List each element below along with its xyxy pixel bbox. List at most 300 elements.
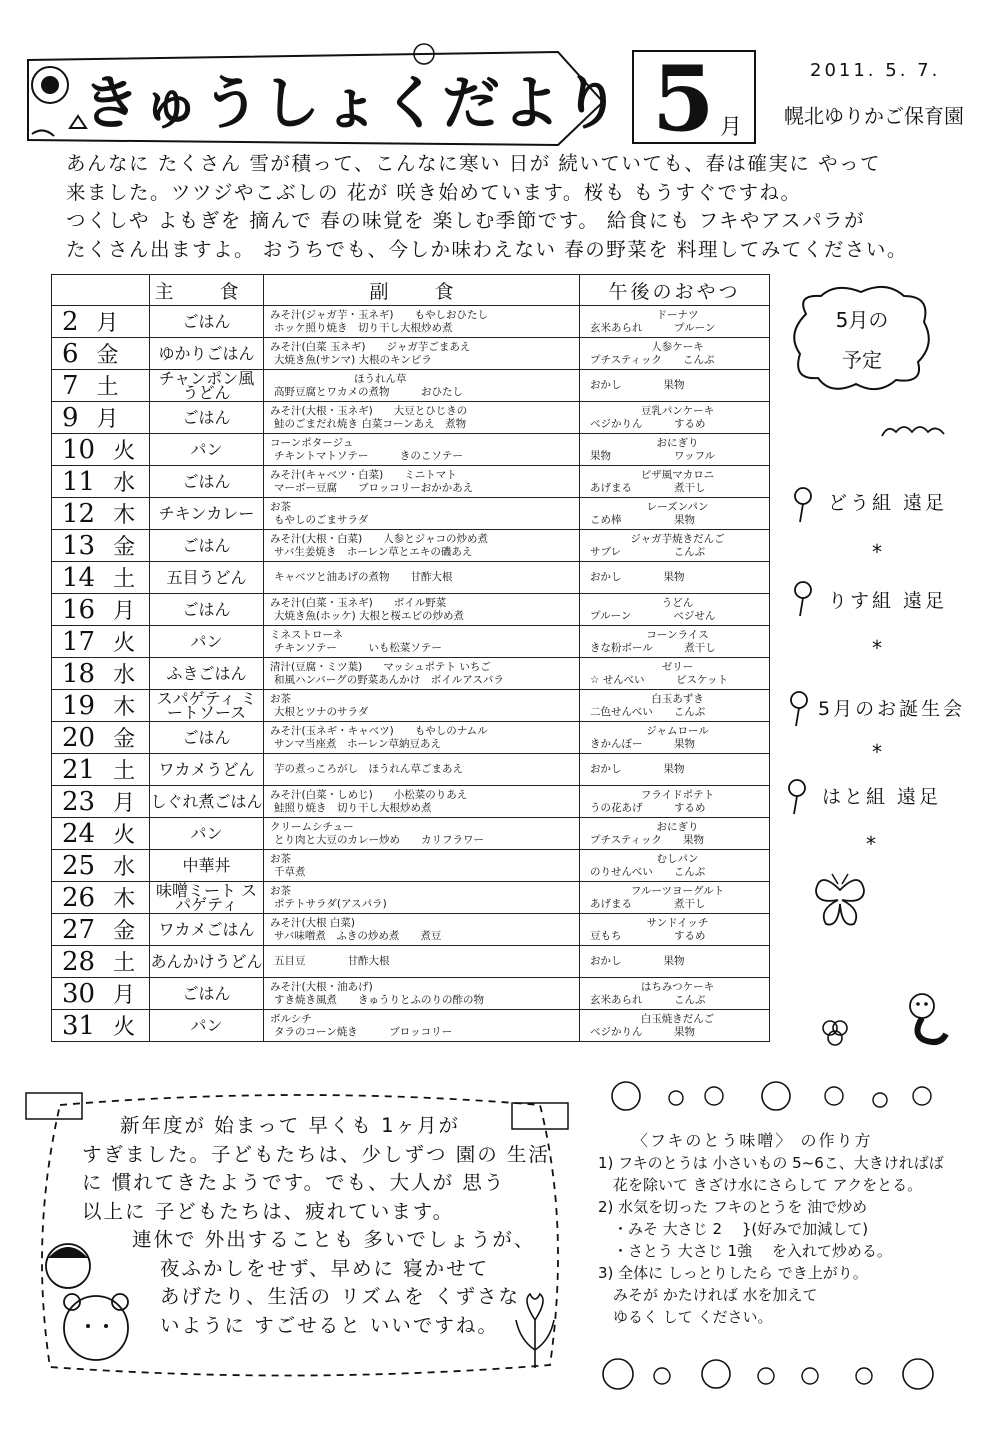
cell-date [52,306,150,338]
cell-main-dish: チキンカレー [150,498,264,530]
side-line: ミネストローネ [270,629,343,641]
day-number: 9 [62,403,79,433]
side-line: サンマ当座煮 ホーレン草納豆あえ [274,737,442,750]
cell-main-dish: あんかけうどん [150,946,264,978]
cell-main-dish: ワカメごはん [150,914,264,946]
cell-date [52,786,150,818]
snack-line: おにぎり [656,821,699,833]
snack-line: あげまる 煮干し [590,897,706,910]
snack-line: サブレ こんぶ [590,545,706,558]
cell-snack [580,306,770,338]
menu-table [51,274,770,1042]
table-row [52,946,770,978]
weekday: 火 [113,631,136,656]
side-line: みそ汁(玉ネギ・キャベツ) もやしのナムル [270,725,488,737]
snack-line: レーズンパン [646,501,709,513]
cell-main-dish: パン [150,1010,264,1042]
month-number: 5 [652,46,715,152]
recipe-line: ・さとう 大さじ 1強 を入れて炒める。 [598,1242,892,1260]
schedule-title-line: 予定 [842,348,882,372]
message-line: 夜ふかしをせず、早めに 寝かせて [160,1256,490,1280]
day-number: 27 [62,915,96,945]
cell-snack [580,370,770,402]
cell-snack [580,914,770,946]
intro-line: 来ました。ツツジやこぶしの 花が 咲き始めています。桜も もうすぐですね。 [66,180,802,204]
cell-side-dish [264,594,580,626]
table-row [52,306,770,338]
weekday: 金 [96,343,119,368]
cell-side-dish [264,306,580,338]
cell-side-dish [264,626,580,658]
cell-date [52,402,150,434]
cell-main-dish: ごはん [150,402,264,434]
cell-snack [580,338,770,370]
snack-line: あげまる 煮干し [590,481,706,494]
snack-line: おかし 果物 [590,571,685,584]
side-line: サバ味噌煮 ふきの炒め煮 煮豆 [274,929,442,942]
cell-date [52,978,150,1010]
recipe-line: ・みそ 大さじ 2 }(好みで加減して) [598,1220,869,1238]
table-row [52,562,770,594]
snack-line: コーンライス [646,629,709,641]
side-line: 大焼き魚(サンマ) 大根のキンピラ [274,353,432,366]
intro-line: つくしや よもぎを 摘んで 春の味覚を 楽しむ季節です。 給食にも フキやアスパラが [66,209,866,232]
table-row [52,594,770,626]
side-line: 和風ハンバーグの野菜あんかけ ボイルアスパラ [274,673,504,686]
cell-date [52,850,150,882]
cell-side-dish [264,722,580,754]
iris-flower-icon [510,1290,560,1370]
snack-line: うの花あげ するめ [590,801,706,814]
side-line: 鮭照り焼き 切り干し大根炒め煮 [274,801,432,814]
side-line: チキントマトソテー きのこソテー [274,449,463,462]
side-line: 清汁(豆腐・ミツ葉) マッシュポテト いちご [270,661,491,673]
cell-date [52,1010,150,1042]
day-number: 14 [62,563,96,593]
side-line: マーボー豆腐 ブロッコリーおかかあえ [274,481,474,494]
cell-snack [580,1010,770,1042]
cell-date [52,914,150,946]
cell-snack [580,722,770,754]
issue-date: 2011. 5. 7. [810,60,941,81]
side-line: キャベツと油あげの煮物 甘酢大根 [274,571,453,584]
snack-line: プチスティック 果物 [590,833,705,846]
table-row [52,466,770,498]
snack-line: プチスティック こんぶ [590,353,715,366]
snack-line: おにぎり [656,437,699,449]
cell-snack [580,658,770,690]
cell-date [52,530,150,562]
cloud-doodle-icon [878,420,948,440]
table-row [52,402,770,434]
snack-line: ☆ せんべい ビスケット [590,673,729,686]
schedule-title-line: 5月の [835,308,889,332]
side-line: みそ汁(ジャガ芋・玉ネギ) もやしおひたし [270,309,488,321]
school-name: 幌北ゆりかご保育園 [784,104,964,128]
clover-icon [818,1016,852,1050]
side-line: みそ汁(大根・油あげ) [270,981,373,993]
snack-line: ジャムロール [646,725,709,737]
side-line: お茶 [270,853,291,865]
snack-line: 白玉焼きだんご [640,1013,715,1025]
side-line: 大焼き魚(ホッケ) 大根と桜エビの炒め煮 [274,609,465,622]
side-line: みそ汁(大根・白菜) 人参とジャコの炒め煮 [270,533,488,545]
side-line: 高野豆腐とワカメの煮物 おひたし [274,385,463,398]
cell-main-dish: パン [150,626,264,658]
weekday: 木 [113,887,136,912]
snack-line: こめ棒 果物 [590,513,695,526]
message-line: 新年度が 始まって 早くも 1ヶ月が [120,1114,461,1137]
message-line: に 慣れてきたようです。でも、大人が 思う [82,1171,506,1194]
snack-line: ゼリー [661,661,694,673]
day-number: 30 [62,979,96,1009]
weekday: 火 [113,439,136,464]
cell-snack [580,978,770,1010]
snack-line: おかし 果物 [590,763,685,776]
cell-date [52,722,150,754]
weekday: 月 [113,791,136,816]
day-number: 24 [62,819,96,849]
cell-date [52,498,150,530]
side-line: みそ汁(白菜・玉ネギ) ボイル野菜 [270,597,447,609]
cell-side-dish [264,850,580,882]
table-row [52,722,770,754]
cell-main-dish: パン [150,434,264,466]
weekday: 月 [96,407,119,432]
table-row [52,370,770,402]
header-day [52,275,150,306]
star-icon: * [872,740,882,764]
weekday: 金 [113,535,136,560]
day-number: 17 [62,627,96,657]
side-line: お茶 [270,693,291,705]
header-snack: 午後のおやつ [580,275,770,306]
side-line: 千草煮 [274,865,306,878]
cell-date [52,626,150,658]
cell-main-dish: 味噌ミート スパゲティ [150,882,264,914]
cell-snack [580,530,770,562]
side-line: 大根とツナのサラダ [274,705,369,718]
flower-icon [790,578,816,618]
table-row [52,882,770,914]
cell-side-dish [264,690,580,722]
header-main: 主 食 [150,275,264,306]
cell-snack [580,882,770,914]
table-row [52,658,770,690]
table-row [52,818,770,850]
weekday: 土 [96,375,119,400]
snack-line: フライドポテト [640,789,715,801]
message-line: 連休で 外出することも 多いでしょうが、 [132,1228,536,1251]
recipe-line: 花を除いて きざけ水にさらして アクをとる。 [598,1176,923,1194]
cell-main-dish: ワカメうどん [150,754,264,786]
message-line: あげたり、生活の リズムを くずさな [160,1285,521,1308]
schedule-title [822,300,902,380]
side-line: 鮭のごまだれ焼き 白菜コーンあえ 煮物 [274,417,467,430]
snack-line: 二色せんべい こんぶ [590,705,706,718]
day-number: 23 [62,787,96,817]
side-line: チキンソテー いも松菜ソテー [274,641,442,654]
star-icon: * [866,832,876,856]
intro-line: あんなに たくさん 雪が積って、こんなに寒い 日が 続いていても、春は確実に やって [66,152,882,175]
cell-main-dish: チャンポン風 うどん [150,370,264,402]
snack-line: のりせんべい こんぶ [590,865,706,878]
snack-line: きな粉ボール 煮干し [590,641,716,654]
snack-line: ドーナツ [656,309,699,321]
intro-line: たくさん出ますよ。 おうちでも、今しか味わえない 春の野菜を 料理してみてください。 [66,237,908,261]
cell-snack [580,786,770,818]
star-icon: * [872,540,882,564]
snack-line: きかんぼー 果物 [590,737,695,750]
cell-main-dish: スパゲティ ミートソース [150,690,264,722]
snack-line: おかし 果物 [590,379,685,392]
cell-side-dish [264,402,580,434]
day-number: 10 [62,435,96,465]
cell-main-dish: ごはん [150,722,264,754]
table-row [52,434,770,466]
schedule-item: どう組 遠足 [828,492,948,514]
cell-date [52,754,150,786]
table-row [52,1010,770,1042]
cell-snack [580,434,770,466]
weekday: 水 [113,663,136,688]
day-number: 31 [62,1011,96,1041]
snack-line: ベジかりん するめ [590,417,706,430]
cell-side-dish [264,978,580,1010]
cell-snack [580,594,770,626]
day-number: 26 [62,883,96,913]
day-number: 18 [62,659,96,689]
weekday: 金 [113,919,136,944]
side-line: 五目豆 甘酢大根 [274,955,390,968]
cell-main-dish: ごはん [150,466,264,498]
snack-line: プルーン ベジせん [590,609,716,622]
animal-faces-border-icon [596,1352,966,1398]
cell-main-dish: 中華丼 [150,850,264,882]
table-header-row [52,275,770,306]
day-number: 28 [62,947,96,977]
message-line: いように すごせると いいですね。 [160,1313,499,1337]
weekday: 月 [113,599,136,624]
weekday: 土 [113,951,136,976]
snack-line: はちみつケーキ [640,981,715,993]
cell-snack [580,562,770,594]
cell-date [52,594,150,626]
recipe-line: ゆるく して ください。 [598,1308,773,1326]
snack-line: 白玉あずき [651,693,704,705]
side-line: お茶 [270,885,291,897]
snack-line: ジャガ芋焼きだんご [630,533,725,545]
cell-date [52,882,150,914]
side-line: コーンポタージュ [270,437,354,449]
side-line: ボルシチ [270,1013,312,1025]
page-title: きゅうしょくだより [82,69,623,137]
flower-icon [790,484,816,524]
cell-side-dish [264,466,580,498]
weekday: 土 [113,567,136,592]
side-line: 芋の煮っころがし ほうれん草ごまあえ [274,763,463,776]
side-line: みそ汁(大根 白菜) [270,917,356,929]
cell-snack [580,498,770,530]
snack-line: 果物 ワッフル [590,449,716,462]
cell-main-dish: ゆかりごはん [150,338,264,370]
cell-main-dish: ふきごはん [150,658,264,690]
weekday: 火 [113,1015,136,1040]
child-on-bear-icon [26,1236,136,1366]
schedule-item: りす組 遠足 [828,590,948,612]
weekday: 木 [113,695,136,720]
table-row [52,338,770,370]
day-number: 19 [62,691,96,721]
cell-side-dish [264,562,580,594]
recipe-line: 2) 水気を切った フキのとうを 油で炒め [598,1198,868,1216]
snack-line: うどん [661,597,694,609]
cell-side-dish [264,754,580,786]
cell-date [52,946,150,978]
weekday: 水 [113,471,136,496]
table-row [52,978,770,1010]
day-number: 13 [62,531,96,561]
cell-date [52,818,150,850]
schedule-bubble [786,284,936,394]
cell-side-dish [264,882,580,914]
cell-main-dish: ごはん [150,306,264,338]
day-number: 2 [62,307,79,337]
day-number: 6 [62,339,79,369]
day-number: 25 [62,851,96,881]
snack-line: むしパン [656,853,699,865]
cell-side-dish [264,946,580,978]
cell-side-dish [264,530,580,562]
cell-snack [580,402,770,434]
cell-snack [580,818,770,850]
side-line: みそ汁(キャベツ・白菜) ミニトマト [270,469,457,481]
snack-line: ベジかりん 果物 [590,1025,695,1038]
snack-line: おかし 果物 [590,955,685,968]
cell-snack [580,690,770,722]
cell-date [52,434,150,466]
message-line: 以上に 子どもたちは、疲れています。 [82,1199,455,1223]
table-row [52,626,770,658]
cell-main-dish: パン [150,818,264,850]
weekday: 土 [113,759,136,784]
cell-date [52,338,150,370]
weekday: 水 [113,855,136,880]
schedule-item: はと組 遠足 [822,786,942,808]
cell-date [52,658,150,690]
day-number: 12 [62,499,96,529]
table-row [52,498,770,530]
cell-side-dish [264,434,580,466]
cell-date [52,466,150,498]
day-number: 7 [62,371,79,401]
cell-side-dish [264,370,580,402]
side-line: みそ汁(白菜・しめじ) 小松菜のりあえ [270,789,468,801]
weekday: 火 [113,823,136,848]
side-line: すき焼き風煮 きゅうりとふのりの酢の物 [274,993,484,1006]
cell-snack [580,946,770,978]
cell-date [52,690,150,722]
cell-date [52,370,150,402]
recipe-line: 1) フキのとうは 小さいもの 5~6こ、大きければば [598,1154,944,1172]
table-row [52,786,770,818]
side-line: みそ汁(大根・玉ネギ) 大豆とひじきの [270,405,468,417]
snack-line: 豆乳パンケーキ [640,405,715,417]
recipe-title: 〈フキのとう味噌〉 の作り方 [632,1131,873,1150]
weekday: 木 [113,503,136,528]
cell-date [52,562,150,594]
cell-snack [580,850,770,882]
butterfly-icon [810,870,870,930]
message-text [82,1112,550,1340]
side-line: みそ汁(白菜 玉ネギ) ジャガ芋ごまあえ [270,341,471,353]
flower-icon [786,688,812,728]
snack-line: サンドイッチ [646,917,709,929]
weekday: 金 [113,727,136,752]
message-line: すぎました。子どもたちは、少しずつ 園の 生活 [82,1142,550,1166]
cell-side-dish [264,818,580,850]
cell-side-dish [264,1010,580,1042]
side-line: クリームシチュー [270,821,354,833]
cell-main-dish: ごはん [150,530,264,562]
cell-main-dish: しぐれ煮ごはん [150,786,264,818]
cell-side-dish [264,914,580,946]
side-line: ほうれん草 [270,373,407,385]
snack-line: 玄米あられ プルーン [590,321,716,334]
table-row [52,914,770,946]
cell-snack [580,754,770,786]
side-line: タラのコーン焼き ブロッコリー [274,1025,453,1038]
snack-line: 玄米あられ こんぶ [590,993,706,1006]
star-icon: * [872,636,882,660]
month-box [632,46,756,152]
recipe-section [598,1130,988,1328]
side-line: お茶 [270,501,291,513]
table-row [52,754,770,786]
day-number: 16 [62,595,96,625]
snack-line: 人参ケーキ [651,341,704,353]
animal-faces-border-icon [604,1076,944,1116]
table-row [52,850,770,882]
side-line: もやしのごまサラダ [274,513,369,526]
side-line: サバ生姜焼き ホーレン草とエキの磯あえ [274,545,473,558]
day-number: 11 [62,467,96,497]
header-side: 副 食 [264,275,580,306]
table-row [52,530,770,562]
snack-line: 豆もち するめ [590,929,706,942]
schedule-item: 5月のお誕生会 [818,698,966,720]
cell-side-dish [264,786,580,818]
cell-snack [580,626,770,658]
table-row [52,690,770,722]
flower-icon [784,776,810,816]
snack-line: ピザ風マカロニ [640,469,715,481]
caterpillar-icon [900,990,960,1060]
day-number: 21 [62,755,96,785]
recipe-line: みそが かたければ 水を加えて [598,1286,818,1304]
cell-side-dish [264,338,580,370]
cell-snack [580,466,770,498]
day-number: 20 [62,723,96,753]
cell-side-dish [264,658,580,690]
side-line: とり肉と大豆のカレー炒め カリフラワー [274,833,484,846]
intro-paragraph [66,150,966,264]
side-line: ホッケ照り焼き 切り干し大根炒め煮 [274,321,453,334]
side-line: ポテトサラダ(アスパラ) [274,897,387,910]
weekday: 月 [96,311,119,336]
cell-main-dish: ごはん [150,594,264,626]
cell-side-dish [264,498,580,530]
